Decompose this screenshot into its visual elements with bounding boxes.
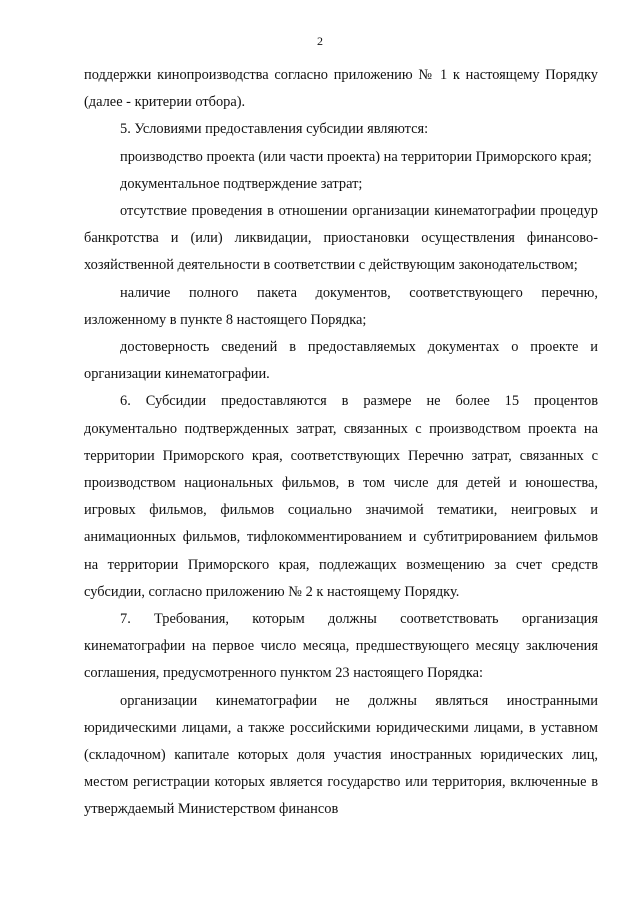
paragraph-item-5: 5. Условиями предоставления субсидии являются: [120,121,429,138]
paragraph-condition-production: производство проекта (или части проекта) на территории Приморского края; [120,148,592,165]
paragraph-condition-documents: документальное подтверждение затрат; [120,175,363,192]
paragraph-condition-no-bankruptcy: отсутствие проведения в отношении организации кинематографии процедур банкротства и (или) ликвидации, приостановки осуществления финансово-хозяйственной деятельности в соответствии с действующим законодательством; [84,203,598,274]
paragraph-condition-reliability: достоверность сведений в предоставляемых документах о проекте и организации кинематографии. [84,339,598,383]
paragraph-item-7: 7. Требования, которым должны соответствовать организация кинематографии на первое число месяца, предшествующего месяцу заключения соглашения, предусмотренного пунктом 23 настоящего Порядка: [84,611,598,682]
document-body [84,62,598,824]
paragraph-continuation: поддержки кинопроизводства согласно приложению № 1 к настоящему Порядку (далее - критерии отбора). [84,67,598,111]
page-number: 2 [317,34,323,48]
paragraph-condition-package: наличие полного пакета документов, соответствующего перечню, изложенному в пункте 8 настоящего Порядка; [84,284,598,328]
paragraph-item-6: 6. Субсидии предоставляются в размере не более 15 процентов документально подтвержденных затрат, связанных с производством проекта на территории Приморского края, соответствующих Перечню затрат, связанных с производством национальных фильмов, в том числе для детей и юношества, игровых фильмов, фильмов социально значимой тематики, неигровых и анимационных фильмов, тифлокомментированием и субтитрированием фильмов на территории Приморского края, подлежащих возмещению за счет средств субсидии, согласно приложению № 2 к настоящему Порядку. [84,393,598,600]
paragraph-requirement-foreign: организации кинематографии не должны являться иностранными юридическими лицами, а также российскими юридическими лицами, в уставном (складочном) капитале которых доля участия иностранных юридических лиц, местом регистрации которых является государство или территория, включенные в утверждаемый Министерством финансов [84,692,598,818]
